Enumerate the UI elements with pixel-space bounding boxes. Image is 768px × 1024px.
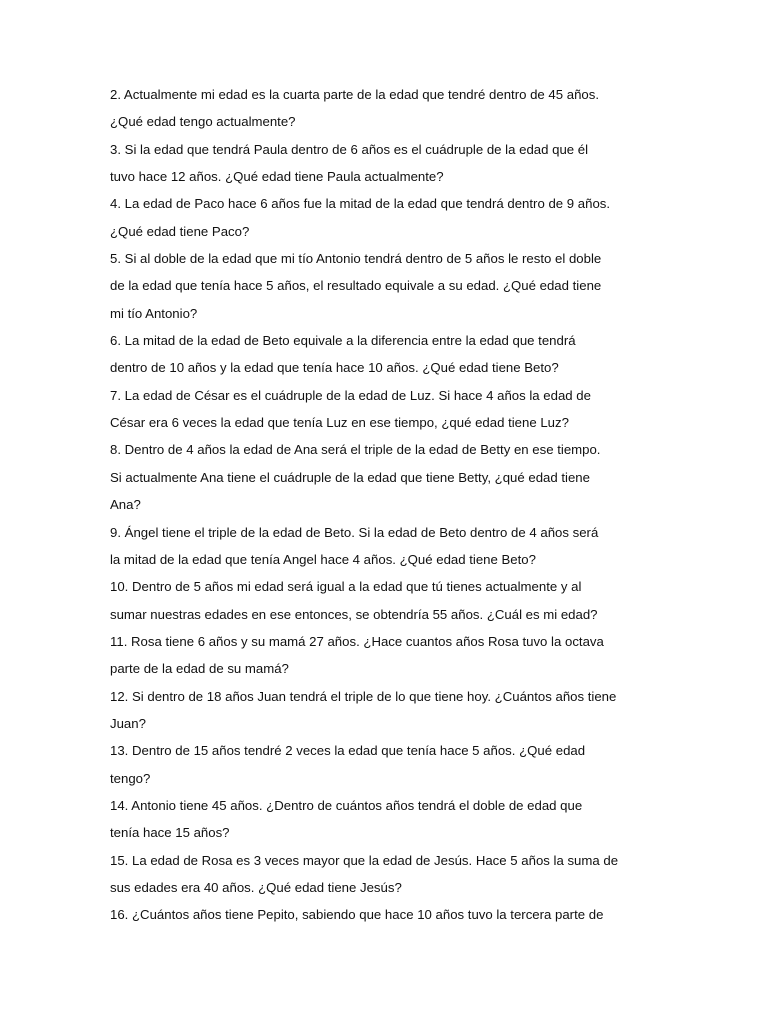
text-line: 7. La edad de César es el cuádruple de la edad de Luz. Si hace 4 años la edad de [110,387,591,403]
text-line: 5. Si al doble de la edad que mi tío Antonio tendrá dentro de 5 años le resto el doble [110,251,602,267]
text-line: tengo? [110,770,151,786]
text-line: Juan? [110,715,146,731]
text-line: César era 6 veces la edad que tenía Luz en ese tiempo, ¿qué edad tiene Luz? [110,415,569,431]
text-line: 8. Dentro de 4 años la edad de Ana será el triple de la edad de Betty en ese tiempo. [110,442,601,458]
text-line: dentro de 10 años y la edad que tenía hace 10 años. ¿Qué edad tiene Beto? [110,360,559,376]
text-line: la mitad de la edad que tenía Angel hace 4 años. ¿Qué edad tiene Beto? [110,551,536,567]
text-line: 2. Actualmente mi edad es la cuarta parte de la edad que tendré dentro de 45 años. [110,87,600,102]
text-line: 4. La edad de Paco hace 6 años fue la mitad de la edad que tendrá dentro de 9 años. [110,196,611,212]
text-line: ¿Qué edad tiene Paco? [110,223,250,239]
text-line: 11. Rosa tiene 6 años y su mamá 27 años. ¿Hace cuantos años Rosa tuvo la octava [110,633,604,649]
text-line: 3. Si la edad que tendrá Paula dentro de 6 años es el cuádruple de la edad que él [110,141,589,157]
text-line: Ana? [110,497,141,513]
text-line: 6. La mitad de la edad de Beto equivale a la diferencia entre la edad que tendrá [110,333,576,349]
text-line: ¿Qué edad tengo actualmente? [110,114,296,130]
text-line: Si actualmente Ana tiene el cuádruple de la edad que tiene Betty, ¿qué edad tiene [110,469,590,485]
text-line: tenía hace 15 años? [110,825,230,841]
text-line: 14. Antonio tiene 45 años. ¿Dentro de cuántos años tendrá el doble de edad que [110,797,583,813]
text-line: 10. Dentro de 5 años mi edad será igual a la edad que tú tienes actualmente y al [110,579,582,595]
text-line: sus edades era 40 años. ¿Qué edad tiene Jesús? [110,879,402,895]
text-line: 15. La edad de Rosa es 3 veces mayor que la edad de Jesús. Hace 5 años la suma de [110,852,619,868]
text-line: sumar nuestras edades en ese entonces, se obtendría 55 años. ¿Cuál es mi edad? [110,606,598,622]
text-line: 13. Dentro de 15 años tendré 2 veces la edad que tenía hace 5 años. ¿Qué edad [110,743,586,759]
text-line: parte de la edad de su mamá? [110,661,289,677]
problem-list [110,84,670,932]
text-line: de la edad que tenía hace 5 años, el resultado equivale a su edad. ¿Qué edad tiene [110,278,602,294]
text-line: tuvo hace 12 años. ¿Qué edad tiene Paula actualmente? [110,169,444,185]
text-line: 16. ¿Cuántos años tiene Pepito, sabiendo que hace 10 años tuvo la tercera parte de [110,907,604,923]
text-line: 9. Ángel tiene el triple de la edad de Beto. Si la edad de Beto dentro de 4 años será [110,524,599,540]
text-line: mi tío Antonio? [110,305,198,321]
text-line: 12. Si dentro de 18 años Juan tendrá el triple de lo que tiene hoy. ¿Cuántos años tiene [110,688,617,704]
